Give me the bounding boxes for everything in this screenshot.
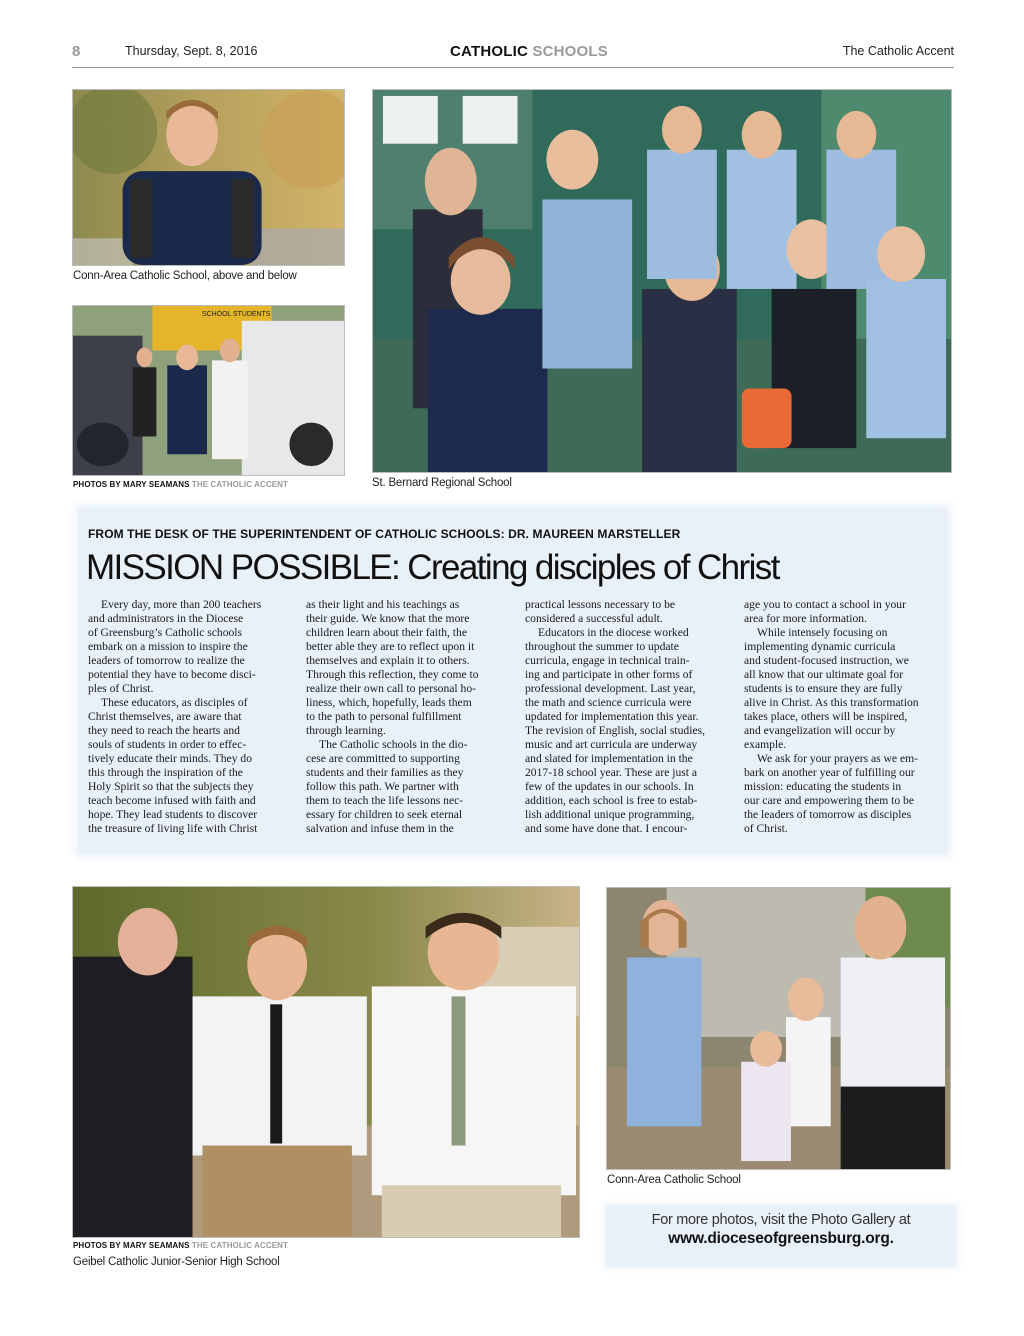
article-line: leaders of tomorrow to realize the [88, 654, 245, 667]
photo-teachers-girls [606, 887, 951, 1170]
photo-credit-bottom-publication: THE CATHOLIC ACCENT [191, 1241, 289, 1250]
caption-top-right: St. Bernard Regional School [372, 477, 512, 489]
photo-credit-top [73, 480, 288, 489]
article-line: hope. They lead students to discover [88, 808, 258, 821]
photo-children-group [372, 89, 952, 473]
article-line: Christ themselves, are aware that [88, 710, 242, 723]
article-line: the math and science curricula were [525, 696, 692, 709]
caption-top-left: Conn-Area Catholic School, above and below [73, 270, 297, 282]
photo-credit-top-publication: THE CATHOLIC ACCENT [191, 480, 289, 489]
article-line: students is to ensure they are fully [744, 682, 903, 695]
photo-credit-bottom-label: PHOTOS BY MARY SEAMANS [73, 1241, 190, 1250]
article-line: to the path to personal fulfillment [306, 710, 462, 723]
article-line: them to teach the life lessons nec- [306, 794, 464, 807]
article-line: and slated for implementation in the [525, 752, 693, 765]
article-kicker: FROM THE DESK OF THE SUPERINTENDENT OF CATHOLIC SCHOOLS: DR. MAUREEN MARSTELLER [88, 527, 681, 541]
article-line: takes place, others will be inspired, [744, 710, 908, 723]
article-line: cese are committed to supporting [306, 752, 460, 765]
article-line: of Christ. [744, 822, 788, 835]
caption-bottom-right: Conn-Area Catholic School [607, 1174, 741, 1186]
article-line: salvation and infuse them in the [306, 822, 454, 835]
article-line: music and art curricula are underway [525, 738, 698, 751]
article-line: through learning. [306, 724, 386, 737]
article-line: essary for children to seek eternal [306, 808, 463, 821]
article-line: The revision of English, social studies, [525, 724, 705, 737]
article-line: The Catholic schools in the dio- [319, 738, 468, 751]
photo-teachers-girls-image [607, 888, 950, 1169]
article-line: lish additional unique programming, [525, 808, 695, 821]
article-line: ing and participate in other forms of [525, 668, 693, 681]
article-line: of Greensburg’s Catholic schools [88, 626, 243, 639]
article-column-4 [744, 598, 944, 836]
section-title-part1: CATHOLIC [450, 43, 528, 60]
photo-credit-bottom [73, 1241, 288, 1250]
photo-children-group-image [373, 90, 951, 472]
article-column-3 [525, 598, 725, 836]
article-line: mission: educating the students in [744, 780, 902, 793]
article-line: liness, which, hopefully, leads them [306, 696, 472, 709]
article-line: embark on a mission to inspire the [88, 640, 248, 653]
caption-bottom-left: Geibel Catholic Junior-Senior High School [73, 1256, 280, 1268]
article-line: throughout the summer to update [525, 640, 679, 653]
article-line: better able they are to reflect upon it [306, 640, 475, 653]
article-line: Every day, more than 200 teachers [101, 598, 262, 611]
article-line: and administrators in the Diocese [88, 612, 244, 625]
article-line: area for more information. [744, 612, 867, 625]
article-line: Through this reflection, they come to [306, 668, 479, 681]
article-line: We ask for your prayers as we em- [757, 752, 918, 765]
page-number: 8 [72, 43, 81, 60]
article-line: follow this path. We partner with [306, 780, 459, 793]
article-line: and some have done that. I encour- [525, 822, 688, 835]
article-line: alive in Christ. As this transformation [744, 696, 919, 709]
article-line: updated for implementation this year. [525, 710, 699, 723]
article-line: all know that our ultimate goal for [744, 668, 904, 681]
article-line: professional development. Last year, [525, 682, 696, 695]
publication-name: The Catholic Accent [842, 44, 954, 58]
article-line: These educators, as disciples of [101, 696, 248, 709]
article-line: Educators in the diocese worked [538, 626, 689, 639]
article-line: our care and empowering them to be [744, 794, 914, 807]
photo-students-bus [72, 305, 345, 476]
article-line: age you to contact a school in your [744, 598, 906, 611]
promo-website-link[interactable]: www.dioceseofgreensburg.org. [668, 1230, 894, 1247]
article-column-1 [88, 598, 288, 836]
article-line: and evangelization will occur by [744, 724, 896, 737]
photo-boy-backpack-image [73, 90, 344, 265]
photo-high-school-students-image [73, 887, 579, 1237]
issue-date: Thursday, Sept. 8, 2016 [125, 44, 258, 58]
photo-high-school-students [72, 886, 580, 1238]
section-title-part2: SCHOOLS [532, 43, 608, 60]
article-line: and student-focused instruction, we [744, 654, 909, 667]
article-line: they need to reach the hearts and [88, 724, 240, 737]
bus-sign-text: SCHOOL STUDENTS [202, 310, 271, 318]
article-line: considered a successful adult. [525, 612, 663, 625]
article-line: 2017-18 school year. These are just a [525, 766, 698, 779]
article-line: While intensely focusing on [757, 626, 888, 639]
article-line: ples of Christ. [88, 682, 154, 695]
page-header [72, 40, 954, 68]
photo-boy-backpack [72, 89, 345, 266]
article-line: addition, each school is free to estab- [525, 794, 698, 807]
article-line: students and their families as they [306, 766, 464, 779]
article-line: curricula, engage in technical train- [525, 654, 690, 667]
article-line: their guide. We know that the more [306, 612, 470, 625]
article-line: practical lessons necessary to be [525, 598, 676, 611]
article-line: as their light and his teachings as [306, 598, 460, 611]
photo-gallery-promo [606, 1206, 956, 1266]
article-line: themselves and explain it to others. [306, 654, 470, 667]
article-line: teach become infused with faith and [88, 794, 256, 807]
article-column-2 [306, 598, 506, 836]
section-title [450, 43, 608, 60]
article-line: the leaders of tomorrow as disciples [744, 808, 912, 821]
article-line: implementing dynamic curricula [744, 640, 896, 653]
article-headline: MISSION POSSIBLE: Creating disciples of Christ [86, 548, 779, 587]
photo-students-bus-image [73, 306, 344, 475]
article-line: potential they have to become disci- [88, 668, 256, 681]
article-line: souls of students in order to effec- [88, 738, 247, 751]
article-line: this through the inspiration of the [88, 766, 243, 779]
article-line: realize their own call to personal ho- [306, 682, 476, 695]
article-line: few of the updates in our schools. In [525, 780, 694, 793]
article-line: children learn about their faith, the [306, 626, 467, 639]
article-body [88, 598, 944, 843]
photo-credit-top-label: PHOTOS BY MARY SEAMANS [73, 480, 190, 489]
article-line: Holy Spirit so that the subjects they [88, 780, 254, 793]
article-line: example. [744, 738, 787, 751]
article-line: the treasure of living life with Christ [88, 822, 258, 835]
article-line: tively educate their minds. They do [88, 752, 252, 765]
promo-text: For more photos, visit the Photo Gallery at [651, 1212, 911, 1228]
article-line: bark on another year of fulfilling our [744, 766, 915, 779]
superintendent-article [78, 508, 948, 854]
